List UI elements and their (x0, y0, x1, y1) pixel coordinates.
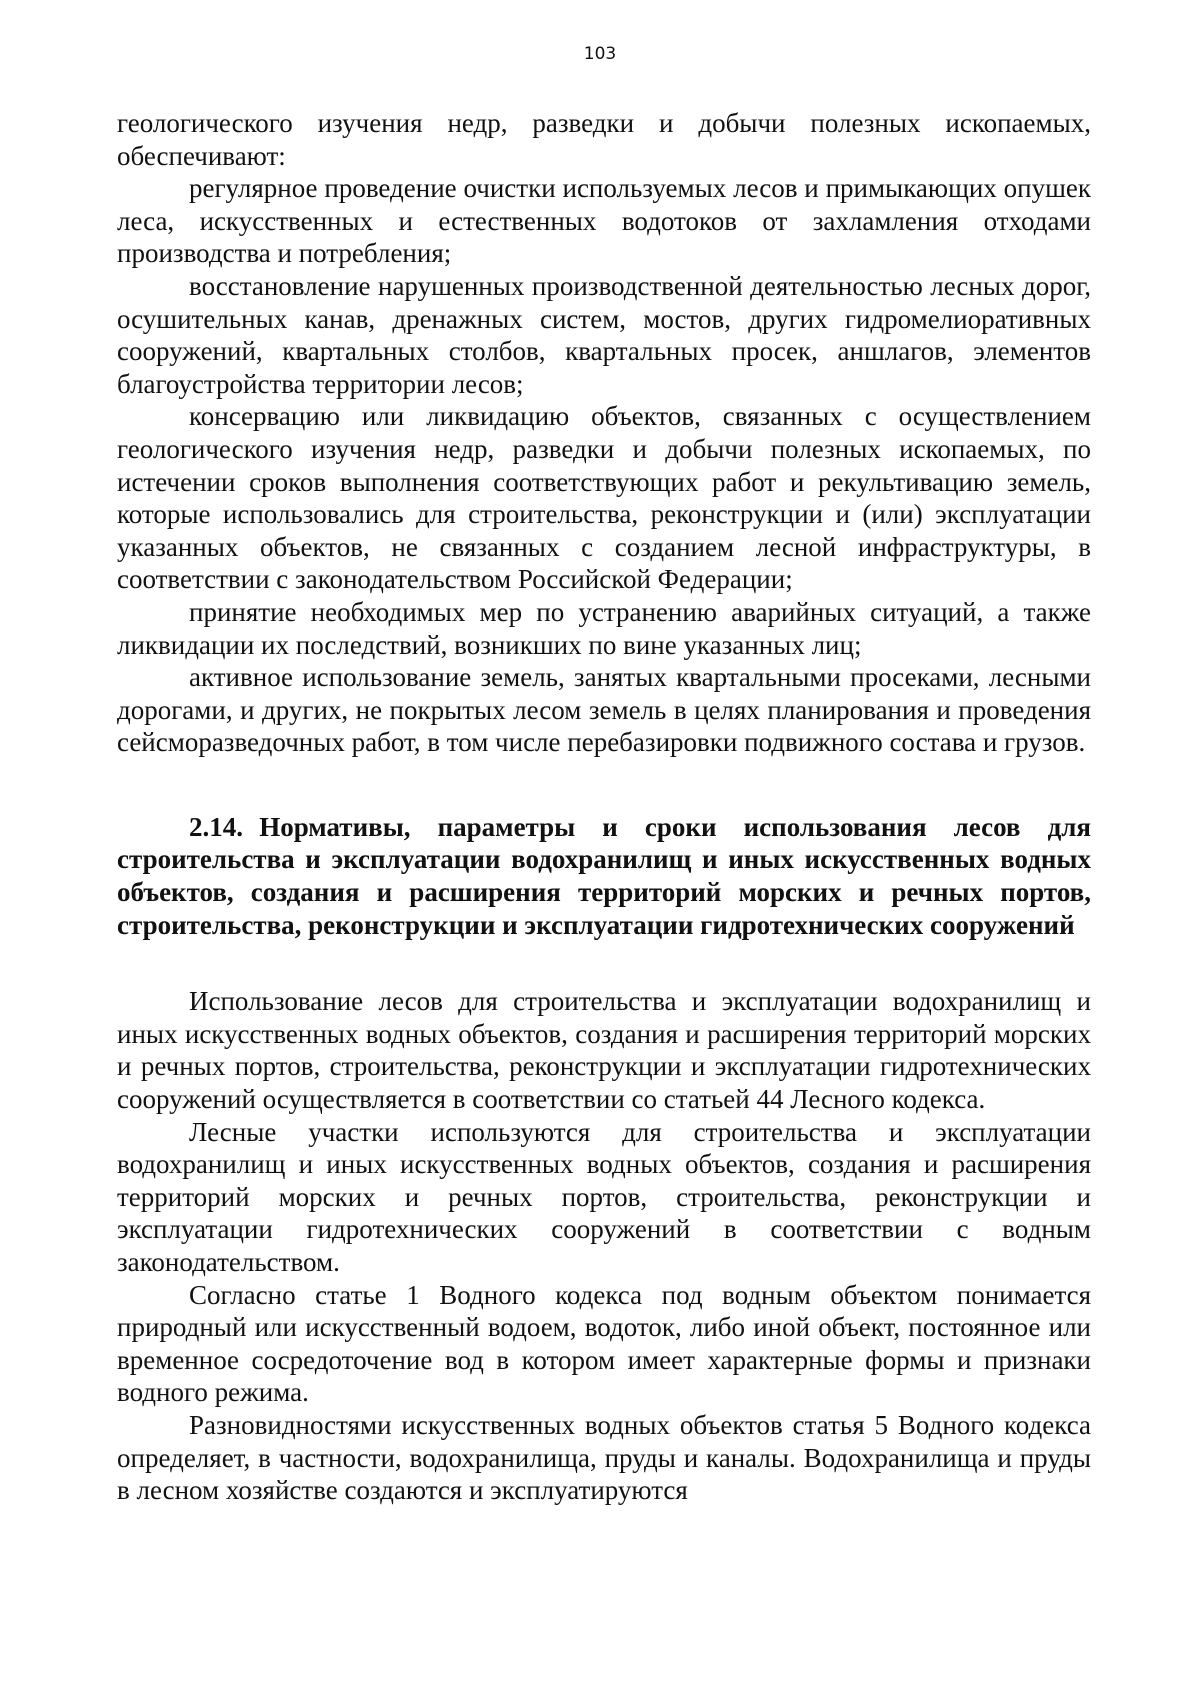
paragraph: Использование лесов для строительства и эксплуатации водохранилищ и иных искусственных водных объектов, создания и расширения территорий морских и речных портов, строительства, реконструкции и эксплуатации гидротехнических сооружений осуществляется в соответствии со статьей 44 Лесного кодекса. (117, 986, 1091, 1115)
paragraph: консервацию или ликвидацию объектов, связанных с осуществлением геологического изучения недр, разведки и добычи полезных ископаемых, по истечении сроков выполнения соответствующих работ и рекультивацию земель, которые использовались для строительства, реконструкции и (или) эксплуатации указанных объектов, не связанных с созданием лесной инфраструктуры, в соответствии с законодательством Российской Федерации; (117, 401, 1091, 595)
paragraph: Лесные участки используются для строительства и эксплуатации водохранилищ и иных искусственных водных объектов, создания и расширения территорий морских и речных портов, строительства, реконструкции и эксплуатации гидротехнических сооружений в соответствии с водным законодательством. (117, 1116, 1091, 1277)
paragraph: регулярное проведение очистки используемых лесов и примыкающих опушек леса, искусственных и естественных водотоков от захламления отходами производства и потребления; (117, 173, 1091, 269)
paragraph: принятие необходимых мер по устранению аварийных ситуаций, а также ликвидации их последствий, возникших по вине указанных лиц; (117, 596, 1091, 660)
paragraph: Разновидностями искусственных водных объектов статья 5 Водного кодекса определяет, в частности, водохранилища, пруды и каналы. Водохранилища и пруды в лесном хозяйстве создаются и эксплуатируются (117, 1409, 1091, 1506)
page-number: 103 (583, 44, 617, 64)
paragraph-continuation: геологического изучения недр, разведки и добычи полезных ископаемых, обеспечивают: (117, 108, 1091, 171)
section-number: 2.14. (189, 811, 243, 842)
paragraph: восстановление нарушенных производственной деятельностью лесных дорог, осушительных канав, дренажных систем, мостов, других гидромелиоративных сооружений, квартальных столбов, квартальных просек, аншлагов, элементов благоустройства территории лесов; (117, 270, 1091, 399)
section-title: Нормативы, параметры и сроки использования лесов для строительства и эксплуатации водохранилищ и иных искусственных водных объектов, создания и расширения территорий морских и речных портов, строительства, реконструкции и эксплуатации гидротехнических сооружений (117, 811, 1091, 940)
paragraph: активное использование земель, занятых квартальными просеками, лесными дорогами, и других, не покрытых лесом земель в целях планирования и проведения сейсморазведочных работ, в том числе перебазировки подвижного состава и грузов. (117, 662, 1091, 758)
paragraph: Согласно статье 1 Водного кодекса под водным объектом понимается природный или искусственный водоем, водоток, либо иной объект, постоянное или временное сосредоточение вод в котором имеет характерные формы и признаки водного режима. (117, 1279, 1091, 1408)
document-body (117, 107, 1091, 1507)
section-heading (117, 811, 1091, 941)
